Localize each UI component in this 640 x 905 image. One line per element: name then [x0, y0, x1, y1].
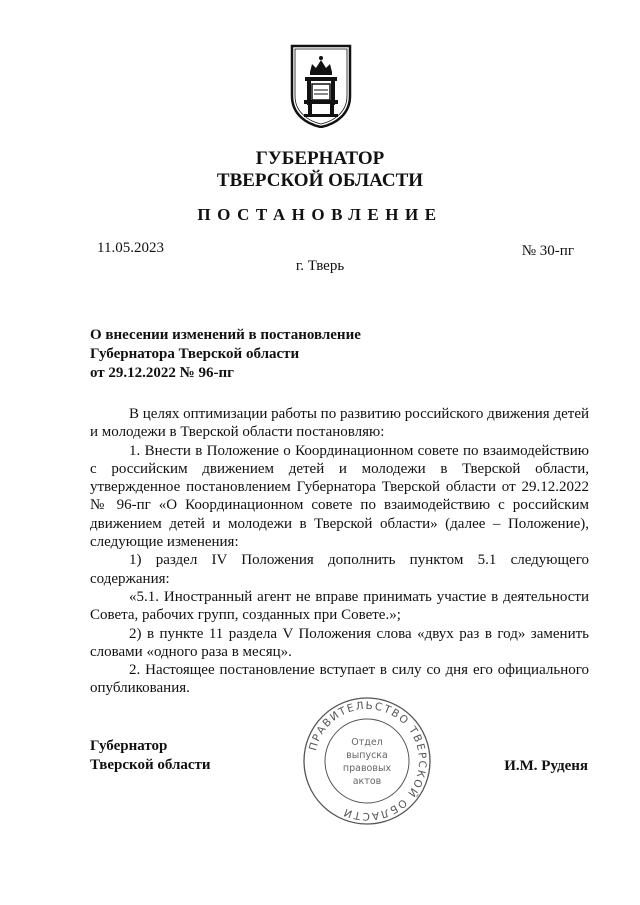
stamp-center-line2: выпуска: [346, 750, 388, 761]
body-paragraph: 2. Настоящее постановление вступает в силу со дня его официального опубликования.: [90, 662, 589, 697]
subject-line3: от 29.12.2022 № 96-пг: [90, 365, 234, 381]
signatory-position-line1: Губернатор: [90, 738, 168, 754]
body-paragraph: 2) в пункте 11 раздела V Положения слова «двух раз в год» заменить словами «одного раза в месяц».: [90, 625, 589, 660]
document-subject: [90, 326, 361, 383]
official-stamp: [301, 695, 433, 827]
subject-line2: Губернатора Тверской области: [90, 346, 300, 362]
document-date: 11.05.2023: [97, 240, 164, 256]
document-type: ПОСТАНОВЛЕНИЕ: [197, 205, 443, 224]
signatory-name: И.М. Руденя: [504, 758, 588, 774]
signatory-position: [90, 737, 211, 775]
subject-line1: О внесении изменений в постановление: [90, 327, 361, 343]
body-paragraph: «5.1. Иностранный агент не вправе принимать участие в деятельности Совета, рабочих групп, созданных при Совете.»;: [90, 588, 589, 624]
body-paragraph: 1. Внести в Положение о Координационном совете по взаимодействию с российским движением детей и молодежи в Тверской области, утвержденное постановлением Губернатора Тверской области от 29.12.2022 № 96-пг «О Координационном совете по взаимодействию с российским движением детей и молодежи в Тверской области» (далее – Положение), следующие изменения:: [90, 442, 589, 551]
body-paragraph: В целях оптимизации работы по развитию российского движения детей и молодежи в Тверской области постановляю:: [90, 406, 589, 441]
document-body: [90, 405, 589, 698]
stamp-ring-text: ПРАВИТЕЛЬСТВО ТВЕРСКОЙ ОБЛАСТИ: [307, 699, 429, 823]
stamp-center-line3: правовых: [342, 763, 392, 774]
document-city: г. Тверь: [295, 258, 345, 274]
document-number: № 30-пг: [521, 243, 574, 259]
stamp-center-line4: актов: [352, 776, 382, 787]
tver-coat-of-arms-icon: [290, 44, 352, 128]
body-paragraph: 1) раздел IV Положения дополнить пунктом 5.1 следующего содержания:: [90, 552, 589, 587]
stamp-center-line1: Отдел: [351, 737, 383, 748]
authority-name-line2: ТВЕРСКОЙ ОБЛАСТИ: [216, 170, 424, 191]
signatory-position-line2: Тверской области: [90, 757, 211, 773]
authority-name-line1: ГУБЕРНАТОР: [255, 148, 385, 169]
